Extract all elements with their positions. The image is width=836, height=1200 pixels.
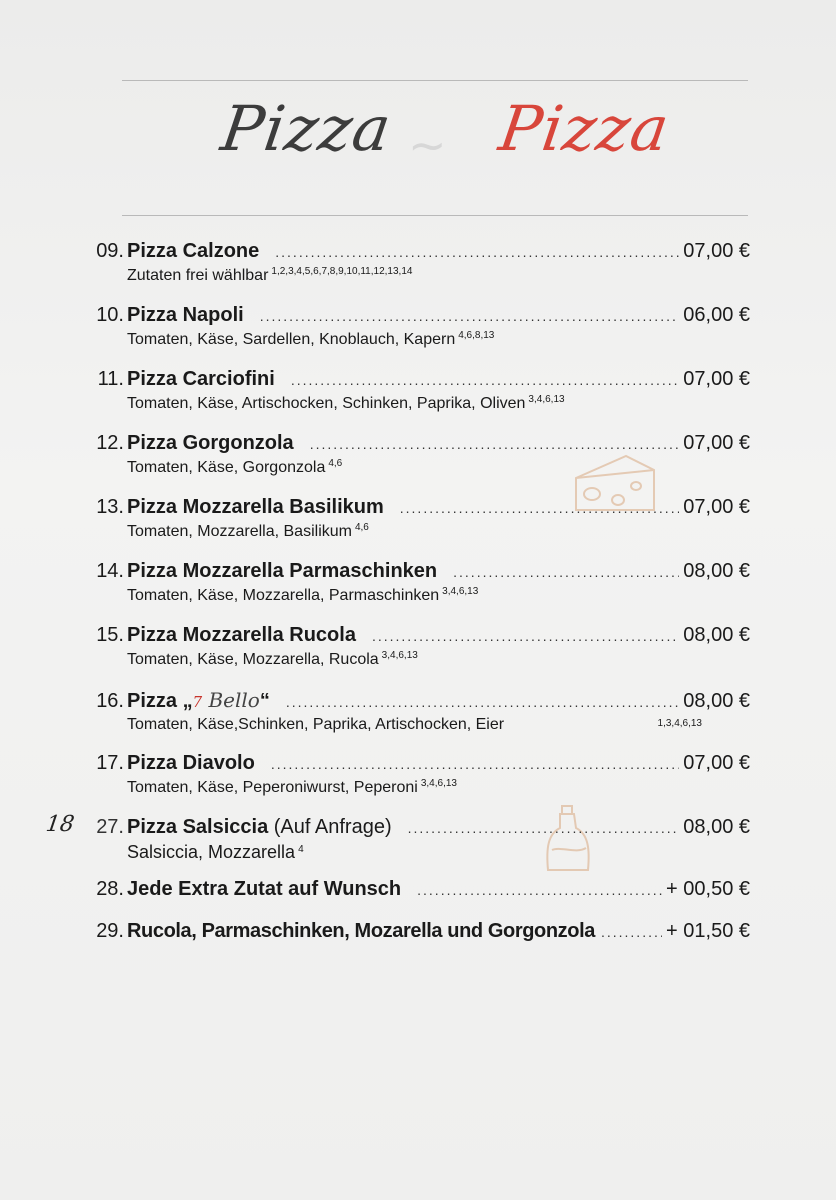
item-name: Rucola, Parmaschinken, Mozarella und Gorgonzola	[127, 920, 595, 942]
item-description: Tomaten, Käse, Mozzarella, Parmaschinken	[127, 587, 440, 604]
page-title-right: Pizza	[494, 92, 674, 165]
menu-item	[86, 624, 750, 680]
leader-dots	[601, 924, 662, 940]
item-name: Pizza Diavolo	[127, 752, 255, 774]
item-description: Tomaten, Käse, Peperoniwurst, Peperoni	[127, 779, 418, 796]
item-name-handwritten	[193, 688, 260, 712]
leader-dots	[453, 564, 679, 580]
item-number: 27.	[96, 816, 124, 838]
item-description: Tomaten, Käse, Artischocken, Schinken, Paprika, Oliven	[127, 395, 526, 412]
item-price: + 00,50 €	[666, 878, 750, 900]
menu-item	[86, 368, 750, 424]
leader-dots	[291, 372, 679, 388]
item-description: Tomaten, Käse, Sardellen, Knoblauch, Kapern	[127, 331, 456, 348]
title-separator: ~	[408, 118, 447, 172]
menu-item	[86, 816, 750, 872]
menu-item	[86, 240, 750, 296]
additives-note: 4,6,8,13	[458, 330, 495, 341]
leader-dots	[271, 756, 679, 772]
additives-note: 4	[298, 844, 304, 855]
item-name-prefix: Pizza „	[127, 690, 193, 712]
item-number: 12.	[96, 432, 124, 454]
menu-item	[86, 752, 750, 808]
leader-dots	[417, 882, 662, 898]
item-number: 13.	[96, 496, 124, 518]
item-name: Pizza Napoli	[127, 304, 244, 326]
item-price: 07,00 €	[683, 752, 750, 774]
additives-note: 3,4,6,13	[420, 778, 457, 789]
item-price: 08,00 €	[683, 816, 750, 838]
item-number: 11.	[97, 368, 124, 390]
item-price: 08,00 €	[683, 560, 750, 582]
item-name	[127, 688, 270, 713]
leader-dots	[286, 694, 679, 710]
item-name: Pizza Gorgonzola	[127, 432, 294, 454]
item-price: 07,00 €	[683, 496, 750, 518]
menu-item	[86, 496, 750, 552]
item-name: Pizza Calzone	[127, 240, 260, 262]
item-description: Tomaten, Käse,Schinken, Paprika, Artischocken, Eier	[127, 716, 505, 733]
menu-item	[86, 560, 750, 616]
item-number: 28.	[96, 878, 124, 900]
item-name-text: Pizza Salsiccia	[127, 816, 269, 838]
item-number: 15.	[96, 624, 124, 646]
additives-note: 1,3,4,6,13	[657, 718, 702, 729]
item-number: 29.	[96, 920, 124, 942]
top-divider	[122, 80, 748, 81]
menu-item	[86, 432, 750, 488]
item-number: 17.	[96, 752, 124, 774]
bottom-divider	[122, 215, 748, 216]
additives-note: 3,4,6,13	[381, 650, 418, 661]
page-title-left: Pizza	[216, 92, 396, 165]
leader-dots	[310, 436, 680, 452]
handwritten-name: Bello	[202, 688, 260, 712]
additives-note: 4,6	[328, 458, 343, 469]
item-number: 10.	[96, 304, 124, 326]
item-description: Salsiccia, Mozzarella	[127, 842, 296, 862]
item-price: 07,00 €	[683, 368, 750, 390]
item-number: 16.	[96, 690, 124, 712]
leader-dots	[400, 500, 680, 516]
item-name: Pizza Mozzarella Rucola	[127, 624, 356, 646]
leader-dots	[408, 820, 680, 836]
handwritten-item-number: 18	[44, 812, 76, 837]
leader-dots	[260, 308, 680, 324]
item-name: Pizza Mozzarella Parmaschinken	[127, 560, 438, 582]
item-description: Tomaten, Mozzarella, Basilikum	[127, 523, 352, 540]
item-number: 14.	[96, 560, 124, 582]
item-price: + 01,50 €	[666, 920, 750, 942]
leader-dots	[275, 244, 679, 260]
additives-note: 4,6	[354, 522, 369, 533]
item-price: 07,00 €	[683, 432, 750, 454]
item-description: Tomaten, Käse, Gorgonzola	[127, 459, 326, 476]
item-description: Tomaten, Käse, Mozzarella, Rucola	[127, 651, 379, 668]
item-price: 08,00 €	[683, 624, 750, 646]
item-name	[127, 816, 392, 839]
additives-note: 3,4,6,13	[442, 586, 479, 597]
item-note: (Auf Anfrage)	[268, 816, 392, 838]
menu-item	[86, 920, 750, 976]
item-name: Pizza Mozzarella Basilikum	[127, 496, 384, 518]
item-name-suffix: “	[259, 690, 270, 712]
additives-note: 3,4,6,13	[528, 394, 565, 405]
additives-note: 1,2,3,4,5,6,7,8,9,10,11,12,13,14	[271, 266, 413, 277]
menu-item	[86, 688, 750, 744]
handwritten-number: 7	[192, 693, 203, 711]
item-name: Jede Extra Zutat auf Wunsch	[127, 878, 402, 900]
item-price: 07,00 €	[683, 240, 750, 262]
item-price: 06,00 €	[683, 304, 750, 326]
leader-dots	[372, 628, 679, 644]
item-description: Zutaten frei wählbar	[127, 267, 269, 284]
menu-item	[86, 304, 750, 360]
item-price: 08,00 €	[683, 690, 750, 712]
item-number: 09.	[96, 240, 124, 262]
item-name: Pizza Carciofini	[127, 368, 275, 390]
